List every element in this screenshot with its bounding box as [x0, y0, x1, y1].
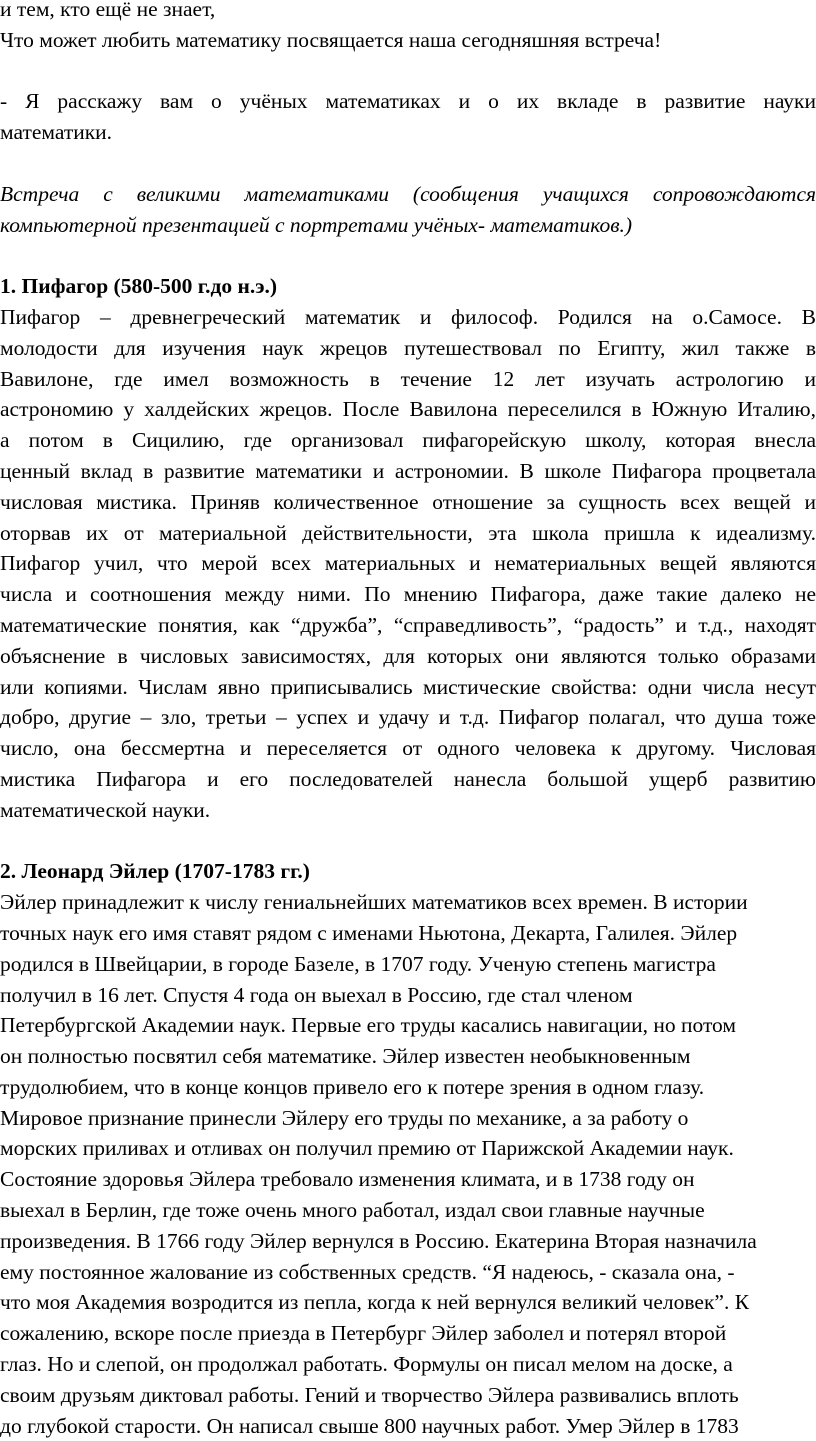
blank-line [0, 240, 816, 271]
paragraph-line: ему постоянное жалование из собственных средств. “Я надеюсь, - сказала она, - [0, 1259, 735, 1284]
paragraph-line: получил в 16 лет. Спустя 4 года он выехал в Россию, где стал членом [0, 982, 633, 1007]
paragraph-line: числа и соотношения между ними. По мнению Пифагора, даже такие далеко не [0, 582, 816, 607]
paragraph-line: глаз. Но и слепой, он продолжал работать. Формулы он писал мелом на доске, а [0, 1352, 733, 1377]
paragraph-line: морских приливах и отливах он получил премию от Парижской Академии наук. [0, 1136, 734, 1161]
section-body [0, 302, 816, 826]
paragraph-line: числовая мистика. Приняв количественное отношение за сущность всех вещей и [0, 489, 816, 514]
paragraph-line: ценный вклад в развитие математики и астрономии. В школе Пифагора процветала [0, 458, 816, 483]
paragraph-line: Пифагор – древнегреческий математик и философ. Родился на о.Самосе. В [0, 304, 816, 329]
paragraph-line: астрономию у халдейских жрецов. После Вавилона переселился в Южную Италию, [0, 397, 816, 422]
paragraph-line: молодости для изучения наук жрецов путешествовал по Египту, жил также в [0, 335, 816, 360]
intro-promise-paragraph [0, 86, 816, 148]
paragraph-line: Встреча с великими математиками (сообщения учащихся сопровождаются [0, 181, 816, 206]
blank-line [0, 826, 816, 857]
paragraph-line: Вавилоне, где имел возможность в течение 12 лет изучать астрологию и [0, 366, 816, 391]
paragraph-line: своим друзьям диктовал работы. Гений и творчество Эйлера развивались вплоть [0, 1382, 739, 1407]
section-euler [0, 856, 816, 1441]
paragraph-line: число, она бессмертна и переселяется от одного человека к другому. Числовая [0, 736, 816, 761]
paragraph-line: математические понятия, как “дружба”, “справедливость”, “радость” и т.д., находят [0, 612, 816, 637]
paragraph-line: Пифагор учил, что мерой всех материальных и нематериальных вещей являются [0, 551, 816, 576]
paragraph-line: сожалению, вскоре после приезда в Петербург Эйлер заболел и потерял второй [0, 1321, 727, 1346]
section-pythagoras [0, 271, 816, 825]
section-body [0, 887, 816, 1441]
paragraph-line: математики. [0, 120, 113, 145]
paragraph-line: он полностью посвятил себя математике. Эйлер известен необыкновенным [0, 1044, 691, 1069]
paragraph-line: добро, другие – зло, третьи – успех и удачу и т.д. Пифагор полагал, что душа тоже [0, 705, 816, 730]
paragraph-line: до глубокой старости. Он написал свыше 800 научных работ. Умер Эйлер в 1783 [0, 1413, 739, 1438]
paragraph-line: а потом в Сицилию, где организовал пифагорейскую школу, которая внесла [0, 428, 816, 453]
section-heading: 2. Леонард Эйлер (1707-1783 гг.) [0, 859, 310, 884]
paragraph-line: мистика Пифагора и его последователей нанесла большой ущерб развитию [0, 766, 816, 791]
blank-line [0, 148, 816, 179]
paragraph-line: или копиями. Числам явно приписывались мистические свойства: одни числа несут [0, 674, 816, 699]
paragraph-line: - Я расскажу вам о учёных математиках и о их вкладе в развитие науки [0, 89, 816, 114]
paragraph-line: что моя Академия возродится из пепла, когда к ней вернулся великий человек”. К [0, 1290, 750, 1315]
intro-line-2: Что может любить математику посвящается наша сегодняшняя встреча! [0, 27, 662, 52]
paragraph-line: произведения. В 1766 году Эйлер вернулся в Россию. Екатерина Вторая назначила [0, 1228, 757, 1253]
meeting-paragraph [0, 179, 816, 241]
paragraph-line: математической науки. [0, 797, 211, 822]
paragraph-line: выехал в Берлин, где тоже очень много работал, издал свои главные научные [0, 1198, 705, 1223]
intro-line-1: и тем, кто ещё не знает, [0, 0, 216, 21]
paragraph-line: трудолюбием, что в конце концов привело его к потере зрения в одном глазу. [0, 1074, 705, 1099]
paragraph-line: оторвав их от материальной действительности, эта школа пришла к идеализму. [0, 520, 816, 545]
section-heading: 1. Пифагор (580-500 г.до н.э.) [0, 274, 278, 299]
paragraph-line: Эйлер принадлежит к числу гениальнейших математиков всех времен. В истории [0, 890, 748, 915]
paragraph-line: Петербургской Академии наук. Первые его труды касались навигации, но потом [0, 1013, 737, 1038]
paragraph-line: объяснение в числовых зависимостях, для которых они являются только образами [0, 643, 816, 668]
paragraph-line: родился в Швейцарии, в городе Базеле, в 1707 году. Ученую степень магистра [0, 951, 716, 976]
paragraph-line: Состояние здоровья Эйлера требовало изменения климата, и в 1738 году он [0, 1167, 695, 1192]
paragraph-line: Мировое признание принесли Эйлеру его труды по механике, а за работу о [0, 1105, 689, 1130]
blank-line [0, 56, 816, 87]
paragraph-line: компьютерной презентацией с портретами учёных- математиков.) [0, 212, 633, 237]
paragraph-line: точных наук его имя ставят рядом с именами Ньютона, Декарта, Галилея. Эйлер [0, 920, 738, 945]
